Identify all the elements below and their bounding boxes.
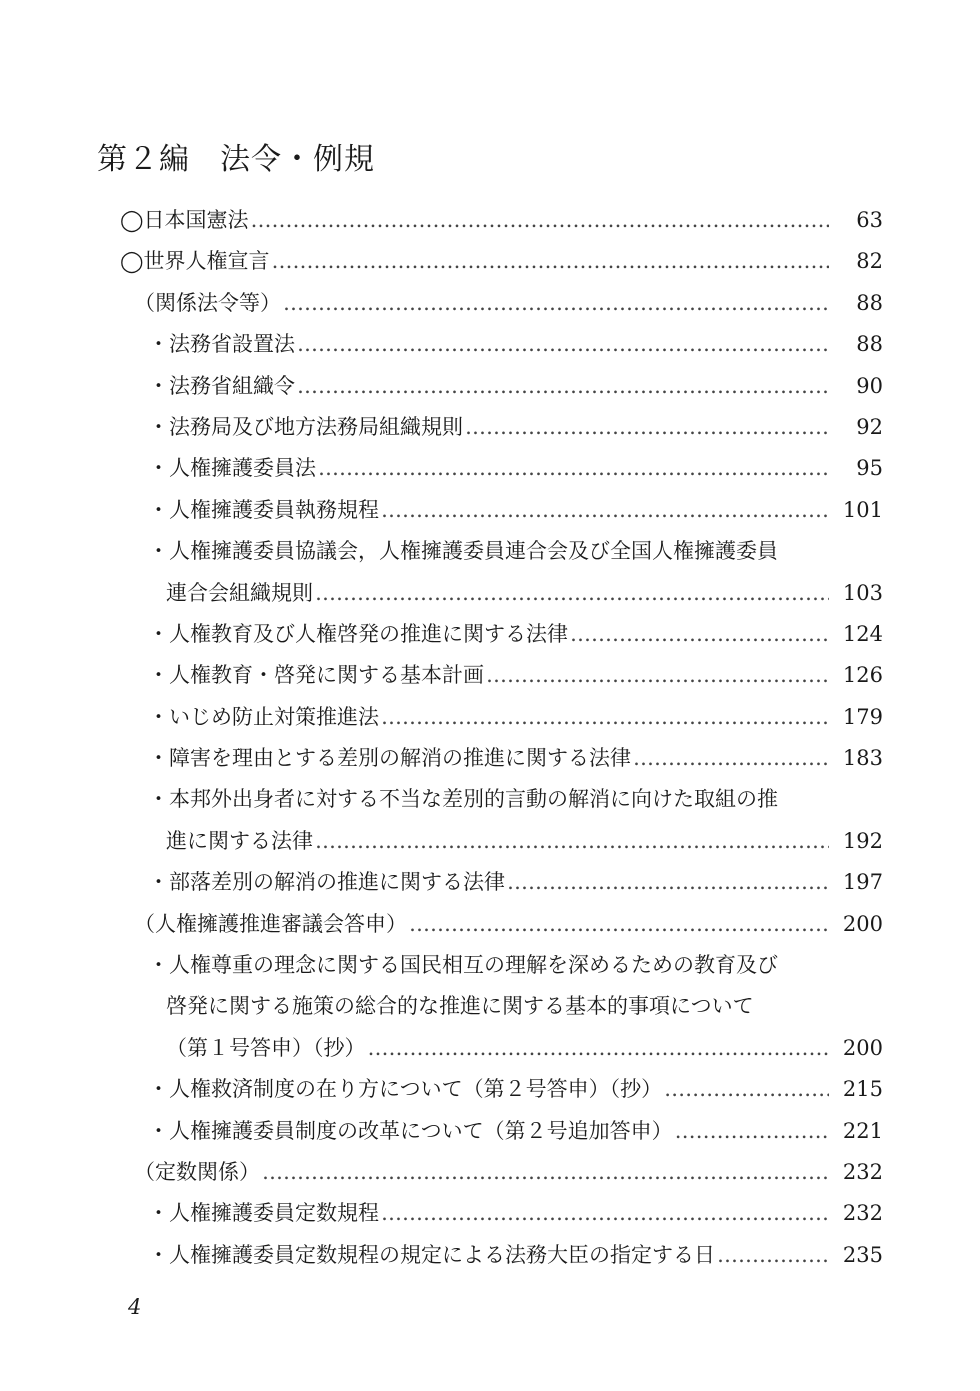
toc-page-number: 232: [842, 1201, 883, 1226]
toc-entry: [0, 655, 980, 696]
dot-leader: [381, 697, 829, 738]
toc-page-number: 215: [842, 1077, 883, 1102]
toc-entry: [0, 614, 980, 655]
toc-entry: [0, 1111, 980, 1152]
part-title: 法令・例規: [220, 142, 375, 177]
dot-leader: [717, 1235, 829, 1276]
toc-entry-line: [0, 531, 980, 572]
table-of-contents: [0, 200, 980, 1276]
dot-leader: [409, 904, 829, 945]
toc-entry-line: [0, 283, 980, 324]
toc-entry-line: [0, 366, 980, 407]
toc-entry: [0, 283, 980, 324]
toc-entry-line: [0, 1152, 980, 1193]
toc-entry: [0, 945, 980, 1069]
dot-leader: [318, 448, 829, 489]
toc-entry: [0, 366, 980, 407]
toc-entry: [0, 1193, 980, 1234]
toc-entry-title: ・部落差別の解消の推進に関する法律: [148, 870, 505, 895]
toc-page-number: 124: [842, 621, 883, 646]
toc-entry-title: ◯日本国憲法: [120, 208, 249, 232]
toc-entry-title: （定数関係）: [134, 1159, 260, 1184]
toc-entry-title: ・障害を理由とする差別の解消の推進に関する法律: [148, 746, 631, 771]
toc-page-number: 88: [856, 290, 883, 315]
dot-leader: [664, 1069, 829, 1110]
toc-page-number: 192: [842, 828, 883, 853]
toc-entry-title: ・いじめ防止対策推進法: [148, 704, 379, 729]
toc-entry-title: ・法務省設置法: [148, 332, 295, 357]
toc-entry: [0, 241, 980, 282]
toc-entry-line: [0, 862, 980, 903]
toc-entry-line: [0, 324, 980, 365]
toc-entry-title: ・人権擁護委員執務規程: [148, 497, 379, 522]
dot-leader: [315, 573, 829, 614]
toc-entry-line: [0, 1069, 980, 1110]
dot-leader: [262, 1152, 829, 1193]
toc-entry: [0, 200, 980, 241]
dot-leader: [368, 1028, 830, 1069]
toc-page-number: 88: [856, 332, 883, 357]
dot-leader: [381, 490, 829, 531]
toc-page-number: 82: [856, 249, 883, 274]
toc-entry-title: ・人権擁護委員法: [148, 456, 316, 481]
toc-page-number: 200: [842, 1035, 883, 1060]
toc-entry-line: [0, 945, 980, 986]
toc-entry-line: [0, 738, 980, 779]
toc-entry: [0, 697, 980, 738]
toc-entry: [0, 448, 980, 489]
footer-page-number: 4: [128, 1295, 142, 1319]
toc-entry-title: ・人権救済制度の在り方について（第２号答申）（抄）: [148, 1077, 663, 1102]
toc-page-number: 92: [856, 414, 883, 439]
dot-leader: [570, 614, 829, 655]
toc-entry-line: [0, 573, 980, 614]
toc-entry: [0, 862, 980, 903]
toc-page-number: 95: [856, 456, 883, 481]
toc-entry-title: ◯世界人権宣言: [120, 249, 270, 274]
toc-entry-title: ・人権擁護委員定数規程の規定による法務大臣の指定する日: [148, 1242, 715, 1267]
toc-entry-title: ・本邦外出身者に対する不当な差別的言動の解消に向けた取組の推: [148, 787, 778, 812]
toc-entry: [0, 738, 980, 779]
toc-entry-line: [0, 986, 980, 1027]
toc-page-number: 197: [842, 870, 883, 895]
toc-entry-line: [0, 779, 980, 820]
toc-entry: [0, 531, 980, 614]
toc-entry-line: [0, 614, 980, 655]
toc-entry: [0, 779, 980, 862]
dot-leader: [633, 738, 829, 779]
dot-leader: [297, 324, 829, 365]
toc-entry-title: ・法務省組織令: [148, 373, 295, 398]
dot-leader: [251, 200, 829, 241]
toc-page-number: 63: [856, 208, 883, 232]
dot-leader: [297, 366, 829, 407]
toc-page-number: 235: [842, 1242, 883, 1267]
dot-leader: [283, 283, 829, 324]
toc-page-number: 232: [842, 1159, 883, 1184]
toc-entry-line: [0, 241, 980, 282]
dot-leader: [465, 407, 829, 448]
toc-entry-title: ・人権擁護委員制度の改革について（第２号追加答申）: [148, 1118, 673, 1143]
dot-leader: [315, 821, 829, 862]
toc-entry-title: ・法務局及び地方法務局組織規則: [148, 414, 463, 439]
toc-entry-title: （人権擁護推進審議会答申）: [134, 911, 407, 936]
toc-page-number: 90: [856, 373, 883, 398]
dot-leader: [381, 1193, 829, 1234]
dot-leader: [675, 1111, 829, 1152]
toc-entry-line: [0, 697, 980, 738]
toc-entry: [0, 407, 980, 448]
toc-entry-title: ・人権擁護委員協議会，人権擁護委員連合会及び全国人権擁護委員: [148, 539, 778, 564]
toc-entry-line: [0, 1111, 980, 1152]
toc-page-number: 200: [842, 911, 883, 936]
toc-entry-line: [0, 821, 980, 862]
toc-entry-line: [0, 655, 980, 696]
dot-leader: [486, 655, 829, 696]
toc-page-number: 179: [842, 704, 883, 729]
toc-entry-line: [0, 448, 980, 489]
toc-entry: [0, 904, 980, 945]
toc-entry: [0, 490, 980, 531]
toc-entry-title: 進に関する法律: [166, 828, 313, 853]
toc-entry: [0, 324, 980, 365]
toc-entry-line: [0, 1235, 980, 1276]
toc-entry: [0, 1152, 980, 1193]
toc-entry: [0, 1235, 980, 1276]
toc-page-number: 101: [842, 497, 883, 522]
toc-page-number: 126: [842, 663, 883, 688]
toc-entry-title: ・人権尊重の理念に関する国民相互の理解を深めるための教育及び: [148, 953, 778, 978]
part-label: 第２編: [97, 142, 190, 177]
toc-entry-title: （関係法令等）: [134, 290, 281, 315]
toc-entry-title: ・人権教育及び人権啓発の推進に関する法律: [148, 621, 568, 646]
toc-entry: [0, 1069, 980, 1110]
section-heading: [97, 140, 375, 180]
dot-leader: [272, 241, 829, 282]
toc-page-number: 183: [842, 746, 883, 771]
toc-entry-title: ・人権擁護委員定数規程: [148, 1201, 379, 1226]
toc-entry-title: 連合会組織規則: [166, 580, 313, 605]
toc-page-number: 103: [842, 580, 883, 605]
dot-leader: [507, 862, 829, 903]
toc-entry-title: （第１号答申）（抄）: [166, 1035, 366, 1060]
toc-entry-line: [0, 904, 980, 945]
toc-entry-line: [0, 490, 980, 531]
toc-entry-line: [0, 1028, 980, 1069]
toc-entry-title: 啓発に関する施策の総合的な推進に関する基本的事項について: [166, 994, 754, 1019]
toc-entry-line: [0, 200, 980, 241]
toc-entry-line: [0, 407, 980, 448]
toc-page-number: 221: [842, 1118, 883, 1143]
toc-entry-line: [0, 1193, 980, 1234]
toc-entry-title: ・人権教育・啓発に関する基本計画: [148, 663, 484, 688]
